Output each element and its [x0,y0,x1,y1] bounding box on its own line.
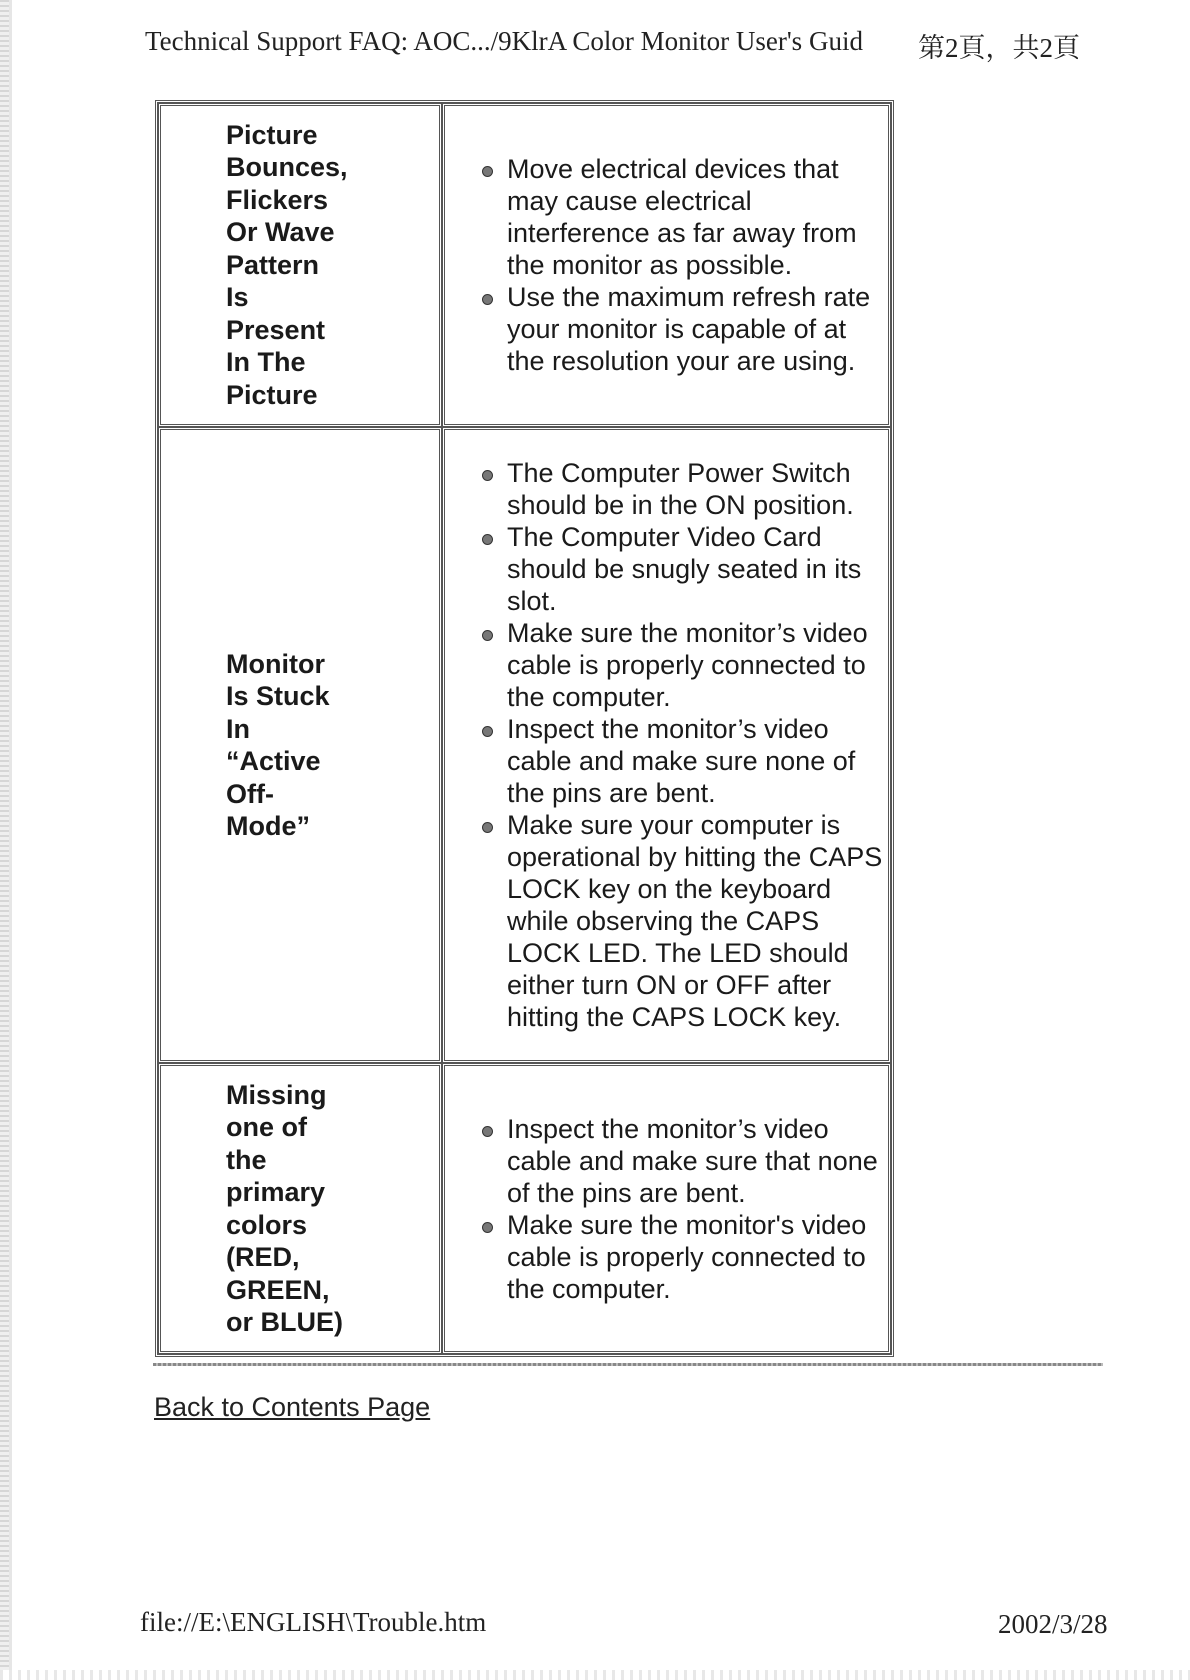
table-row [158,427,891,1063]
solution-list [445,457,888,1033]
problem-line: Pattern [226,249,320,280]
problem-line: or BLUE) [226,1307,343,1337]
scan-edge-shadow [9,0,12,1680]
problem-line: In The [226,347,306,378]
horizontal-rule [153,1363,1103,1366]
problem-line: Missing [226,1079,327,1110]
problem-line: Flickers [226,184,329,215]
page-indicator: 第2頁，共2頁 [918,33,1080,63]
solution-item: Make sure the monitor's video cable is properly connected to the computer. [507,1209,888,1305]
solution-cell [442,103,891,427]
solution-item: Make sure the monitor’s video cable is properly connected to the computer. [507,617,888,713]
problem-line: the [226,1144,267,1175]
problem-line: (RED, [226,1242,300,1272]
problem-line: one of [226,1112,307,1142]
problem-line: Monitor [226,648,325,679]
problem-cell [158,1063,442,1354]
footer-date: 2002/3/28 [998,1609,1108,1639]
problem-line: GREEN, [226,1274,330,1305]
problem-line: Or Wave [226,217,335,248]
solution-item: Inspect the monitor’s video cable and make sure that none of the pins are bent. [507,1113,888,1209]
problem-line: primary [226,1177,326,1207]
problem-line: Present [226,314,326,345]
problem-line: Picture [226,119,318,150]
scan-edge [0,0,9,1680]
page-header [145,26,1145,63]
solution-cell [442,427,891,1063]
problem-line: Bounces, [226,152,348,183]
problem-line: Mode” [226,811,310,841]
solution-list [445,153,888,377]
solution-item: Inspect the monitor’s video cable and make sure none of the pins are bent. [507,713,888,809]
solution-cell [442,1063,891,1354]
page-title: Technical Support FAQ: AOC.../9KlrA Color Monitor User's Guid [145,26,863,56]
back-to-contents-link[interactable]: Back to Contents Page [154,1392,431,1422]
problem-line: Is [226,282,249,313]
table-row [158,1063,891,1354]
solution-item: The Computer Video Card should be snugly seated in its slot. [507,521,888,617]
problem-line: In [226,713,250,744]
problem-line: colors [226,1209,308,1240]
problem-line: Off- [226,778,274,809]
footer-url: file://E:\ENGLISH\Trouble.htm [140,1607,487,1637]
solution-item: Move electrical devices that may cause electrical interference as far away from the monitor as possible. [507,153,888,281]
problem-line: “Active [226,746,321,776]
problem-cell [158,103,442,427]
solution-item: Use the maximum refresh rate your monitor is capable of at the resolution your are using. [507,281,888,377]
problem-cell [158,427,442,1063]
faq-table [155,100,894,1357]
solution-item: Make sure your computer is operational by hitting the CAPS LOCK key on the keyboard while observing the CAPS LOCK LED. The LED should either turn ON or OFF after hitting the CAPS LOCK key. [507,809,888,1033]
problem-line: Is Stuck [226,681,330,711]
scan-bottom-edge [0,1670,1190,1680]
solution-list [445,1113,888,1305]
problem-line: Picture [226,379,318,410]
solution-item: The Computer Power Switch should be in the ON position. [507,457,888,521]
table-row [158,103,891,427]
